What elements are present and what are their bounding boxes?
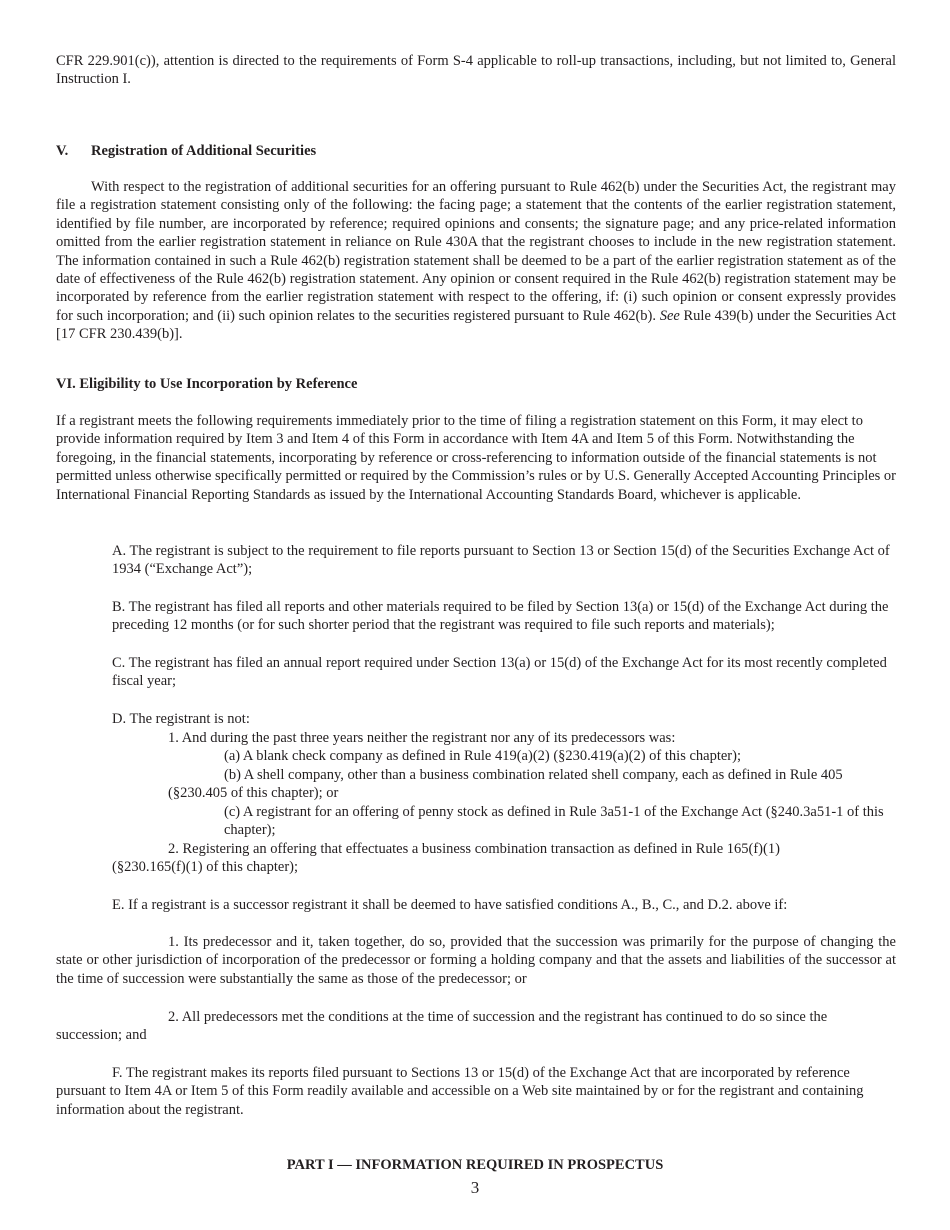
section-v-body-tail: Rule 439(b) under the Securities Act [17 CFR 230.439(b)]. <box>56 307 896 343</box>
condition-d1b-rest: (§230.405 of this chapter); or <box>168 785 339 801</box>
condition-c: C. The registrant has filed an annual report required under Section 13(a) or 15(d) of the Exchange Act for its most recently completed fiscal year; <box>112 655 887 690</box>
condition-d1b-lead: (b) A shell company, other than a business combination related shell company, each as defined in Rule 405 <box>224 767 843 783</box>
section-v-title: Registration of Additional Securities <box>91 143 317 159</box>
part-heading: PART I — INFORMATION REQUIRED IN PROSPECTUS <box>286 1157 664 1173</box>
condition-d1c: (c) A registrant for an offering of penny stock as defined in Rule 3a51-1 of the Exchange Act (§240.3a51-1 of this chapter); <box>224 804 884 839</box>
condition-d2-lead: 2. Registering an offering that effectuates a business combination transaction as defined in Rule 165(f)(1) <box>168 841 780 857</box>
condition-d: D. The registrant is not: <box>112 711 250 727</box>
section-v-number: V. <box>56 143 69 159</box>
intro-paragraph: CFR 229.901(c)), attention is directed to the requirements of Form S-4 applicable to roll-up transactions, including, but not limited to, General Instruction I. <box>56 53 896 88</box>
condition-b: B. The registrant has filed all reports and other materials required to be filed by Section 13(a) or 15(d) of the Exchange Act during the preceding 12 months (or for such shorter period that the registrant was required to file such reports and materials); <box>112 599 889 634</box>
condition-d2-rest: (§230.165(f)(1) of this chapter); <box>112 859 299 875</box>
condition-a: A. The registrant is subject to the requirement to file reports pursuant to Section 13 or Section 15(d) of the Securities Exchange Act of 1934 (“Exchange Act”); <box>112 543 890 578</box>
condition-f: F. The registrant makes its reports filed pursuant to Sections 13 or 15(d) of the Exchange Act that are incorporated by reference pursuant to Item 4A or Item 5 of this Form readily available and accessible on a Web site maintained by or for the registrant and containing information about the registrant. <box>56 1065 864 1118</box>
condition-d1: 1. And during the past three years neither the registrant nor any of its predecessors was: <box>168 730 676 746</box>
section-v-body <box>56 178 896 344</box>
section-vi-intro: If a registrant meets the following requirements immediately prior to the time of filing a registration statement on this Form, it may elect to provide information required by Item 3 and Item 4 of this Form in accordance with Item 4A and Item 5 of this Form. Notwithstanding the foregoing, in the financial statements, incorporating by reference or cross-referencing to information outside of the financial statements is not permitted unless otherwise specifically permitted or required by the Commission’s rules or by U.S. Generally Accepted Accounting Principles or International Financial Reporting Standards as issued by the International Accounting Standards Board, whichever is applicable. <box>56 413 897 503</box>
condition-e1: 1. Its predecessor and it, taken together, do so, provided that the succession was primarily for the purpose of changing the state or other jurisdiction of incorporation of the predecessor or forming a holding company and that the assets and liabilities of the successor at the time of succession were substantially the same as those of the predecessor; or <box>56 934 896 987</box>
condition-d1a: (a) A blank check company as defined in Rule 419(a)(2) (§230.419(a)(2) of this chapter); <box>224 748 741 764</box>
see-word: See <box>659 307 680 324</box>
page-number: 3 <box>470 1178 480 1197</box>
section-v-heading <box>56 142 896 160</box>
condition-e2: 2. All predecessors met the conditions at the time of succession and the registrant has continued to do so since the succession; and <box>56 1009 828 1044</box>
section-vi-heading: VI. Eligibility to Use Incorporation by Reference <box>56 376 358 392</box>
section-v-body-main: With respect to the registration of additional securities for an offering pursuant to Rule 462(b) under the Securities Act, the registrant may file a registration statement consisting only of the following: the facing page; a statement that the contents of the earlier registration statement, identified by file number, are incorporated by reference; required opinions and consents; the signature page; and any price-related information omitted from the earlier registration statement in reliance on Rule 430A that the registrant chooses to include in the new registration statement. The information contained in such a Rule 462(b) registration statement shall be deemed to be a part of the earlier registration statement as of the date of effectiveness of the Rule 462(b) registration statement. Any opinion or consent required in the Rule 462(b) registration statement may be incorporated by reference from the earlier registration statement with respect to the offering, if: (i) such opinion or consent expressly provides for such incorporation; and (ii) such opinion relates to the securities registered pursuant to Rule 462(b). <box>56 179 896 324</box>
condition-e: E. If a registrant is a successor registrant it shall be deemed to have satisfied conditions A., B., C., and D.2. above if: <box>112 897 788 913</box>
